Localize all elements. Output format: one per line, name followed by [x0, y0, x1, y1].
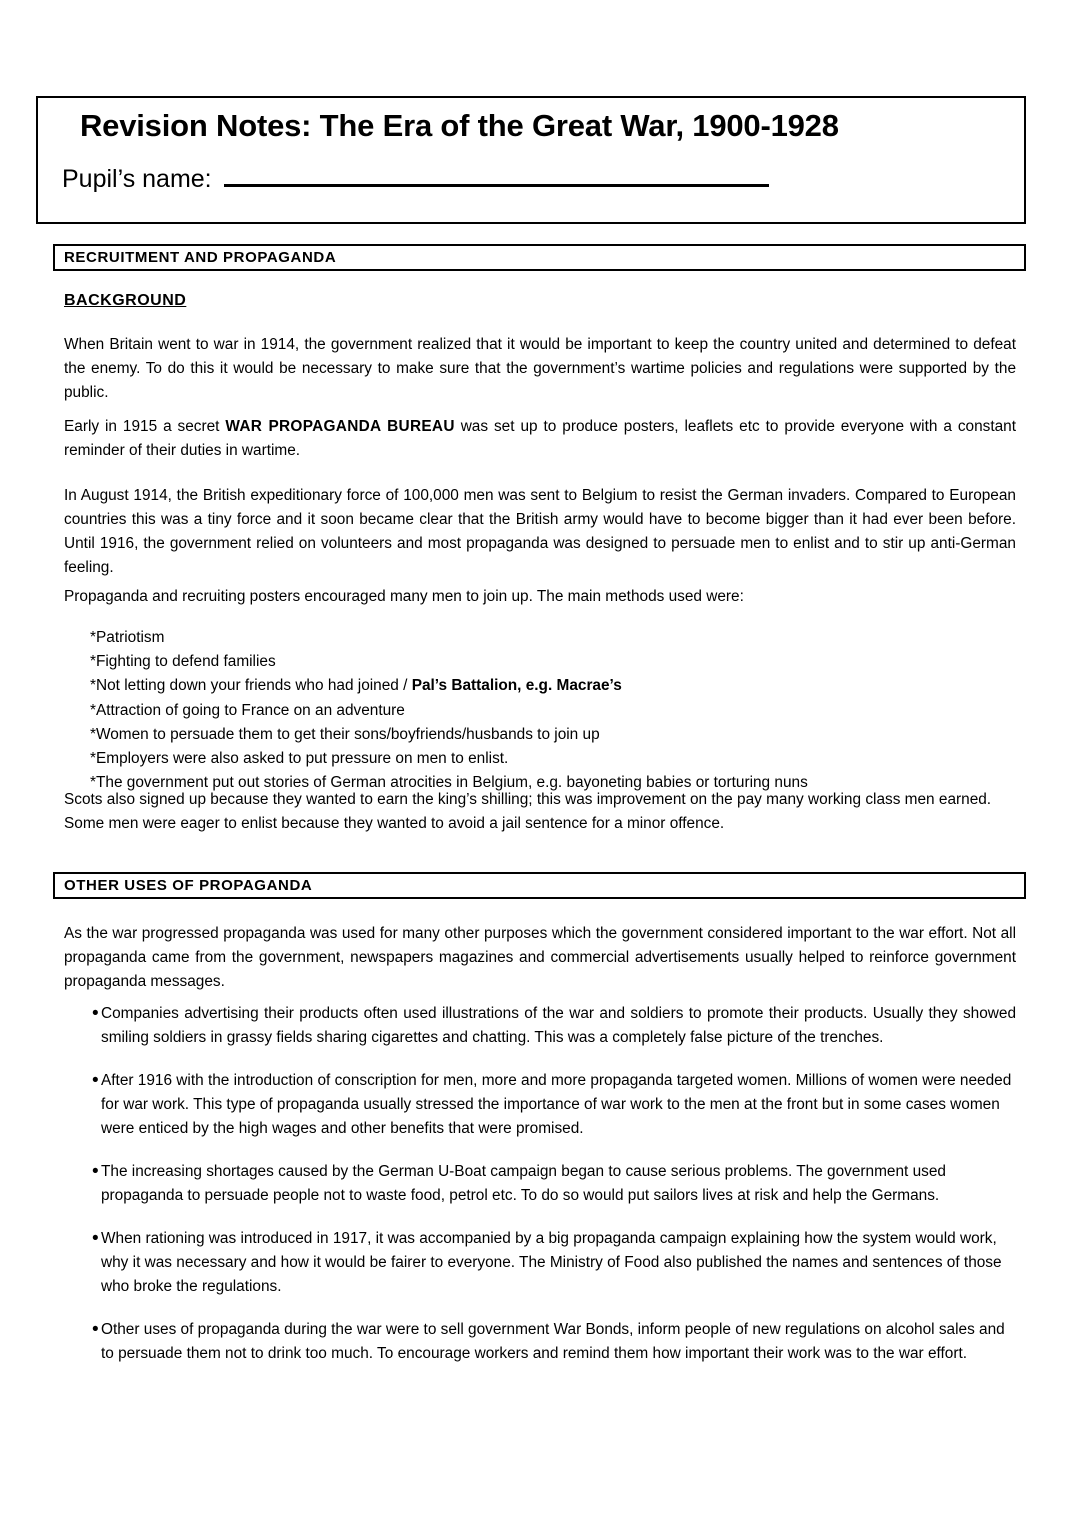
list-item-bold: Pal’s Battalion, e.g. Macrae’s [411, 677, 622, 695]
list-item-text: *Fighting to defend families [90, 653, 276, 671]
paragraph-war-propaganda-bureau [64, 415, 1016, 463]
list-item [90, 747, 1020, 771]
list-item-text: When rationing was introduced in 1917, it was accompanied by a big propaganda campaign explaining how the system would work, why it was necessary and how it would be fairer to everyone. The Ministry of Food also published the names and sentences of those who broke the regulations. [101, 1230, 1002, 1295]
section-header-recruitment [53, 244, 1026, 271]
other-uses-bullet-list [64, 1002, 1016, 1385]
title-box [36, 96, 1026, 224]
paragraph-text-tail: was set up to produce posters, leaflets etc to provide everyone with a constant reminder of their duties in wartime. [64, 418, 1017, 459]
pupil-name-label: Pupil’s name: [62, 165, 212, 193]
list-item [90, 626, 1020, 650]
list-item-text: *Employers were also asked to put pressure on men to enlist. [90, 750, 509, 768]
list-item [64, 1069, 1016, 1141]
list-item [64, 1318, 1016, 1366]
bullet-dot-icon: • [92, 1161, 99, 1182]
section-header-label: OTHER USES OF PROPAGANDA [64, 877, 313, 894]
bullet-dot-icon: • [92, 1228, 99, 1249]
pupil-name-field[interactable] [224, 164, 769, 187]
list-item-text: *Not letting down your friends who had joined / [90, 677, 412, 695]
list-item [90, 674, 1020, 698]
list-item-text: *Patriotism [90, 629, 165, 646]
paragraph-background-intro: When Britain went to war in 1914, the government realized that it would be important to keep the country united and determined to defeat the enemy. To do this it would be necessary to make sure that the government’s wartime policies and regulations were supported by the public. [64, 336, 1016, 401]
paragraph-other-uses-intro: As the war progressed propaganda was used for many other purposes which the government considered important to the war effort. Not all propaganda came from the government, newspapers magazines and commercial advertisements usually helped to reinforce government propaganda messages. [64, 925, 1016, 990]
list-item-text: After 1916 with the introduction of conscription for men, more and more propaganda targeted women. Millions of women were needed for war work. This type of propaganda usually stressed the importance of war work to the men at the front but in some cases women were enticed by the high wages and other benefits that were promised. [101, 1072, 1012, 1137]
list-item [90, 723, 1020, 747]
paragraph-text-lead: Early in 1915 a secret [64, 418, 226, 435]
subheading-background: BACKGROUND [64, 292, 187, 309]
list-item-text: *Women to persuade them to get their sons/boyfriends/husbands to join up [90, 725, 600, 743]
list-item-text: The increasing shortages caused by the German U-Boat campaign began to cause serious problems. The government used propaganda to persuade people not to waste food, petrol etc. To do so would put sailors lives at risk and help the Germans. [101, 1163, 946, 1204]
paragraph-main-methods-lead-in: Propaganda and recruiting posters encouraged many men to join up. The main methods used were: [64, 588, 744, 605]
list-item-text: *The government put out stories of German atrocities in Belgium, e.g. bayoneting babies or torturing nuns [90, 774, 808, 792]
list-item [64, 1227, 1016, 1299]
bullet-dot-icon: • [92, 1319, 99, 1340]
bullet-dot-icon: • [92, 1003, 99, 1024]
paragraph-expeditionary-force: In August 1914, the British expeditionary force of 100,000 men was sent to Belgium to resist the German invaders. Compared to European countries this was a tiny force and it soon became clear that the British army would have to become bigger than it had ever been before. Until 1916, the government relied on volunteers and most propaganda was designed to persuade men to enlist and to stir up anti-German feeling. [64, 487, 1016, 576]
section-header-label: RECRUITMENT AND PROPAGANDA [64, 249, 337, 266]
list-item [64, 1002, 1016, 1050]
list-item-text: Companies advertising their products often used illustrations of the war and soldiers to promote their products. Usually they showed smiling soldiers in grassy fields sharing cigarettes and chatting. This was a completely false picture of the trenches. [101, 1005, 1016, 1046]
bullet-dot-icon: • [92, 1070, 99, 1091]
list-item-text: *Attraction of going to France on an adventure [90, 701, 405, 719]
bold-war-propaganda-bureau: WAR PROPAGANDA BUREAU [225, 418, 455, 435]
list-item [90, 650, 1020, 674]
section-header-other-uses [53, 872, 1026, 899]
list-item [90, 699, 1020, 723]
list-item [64, 1160, 1016, 1208]
pupil-name-row [62, 164, 769, 194]
page-title: Revision Notes: The Era of the Great War, 1900-1928 [80, 108, 839, 143]
paragraph-kings-shilling: Scots also signed up because they wanted to earn the king’s shilling; this was improvement on the pay many working class men earned. Some men were eager to enlist because they wanted to avoid a jail sentence for a minor offence. [64, 791, 992, 832]
star-methods-list [90, 626, 1020, 795]
list-item-text: Other uses of propaganda during the war were to sell government War Bonds, inform people of new regulations on alcohol sales and to persuade them not to drink too much. To encourage workers and remind them how important their work was to the war effort. [101, 1321, 1005, 1362]
